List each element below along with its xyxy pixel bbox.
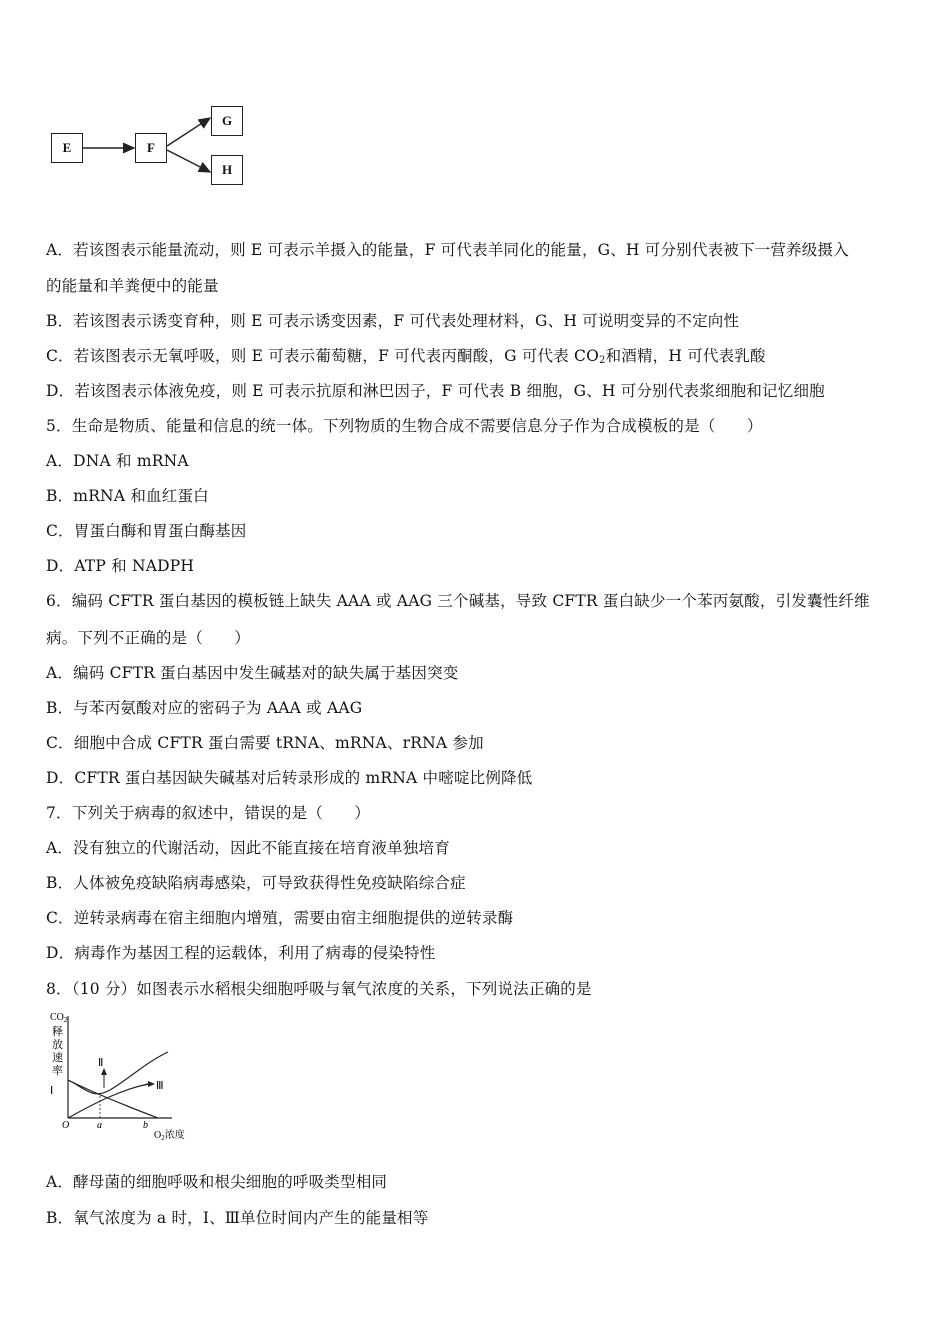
q7-stem: 7．下列关于病毒的叙述中，错误的是（ ）: [46, 804, 371, 822]
q4-option-a-line1: A．若该图表示能量流动，则 E 可表示羊摄入的能量，F 可代表羊同化的能量，G、H 可分别代表被下一营养级摄入: [46, 241, 849, 259]
q5-option-a: A．DNA 和 mRNA: [46, 452, 189, 470]
q8-option-b: B．氧气浓度为 a 时，Ⅰ、Ⅲ单位时间内产生的能量相等: [46, 1209, 429, 1227]
chart-ylabel-char-2: 速: [52, 1052, 63, 1064]
chart-ylabel-char-3: 率: [52, 1065, 63, 1077]
q7-option-c: C．逆转录病毒在宿主细胞内增殖，需要由宿主细胞提供的逆转录酶: [46, 909, 514, 927]
chart-ylabel-co2: $CO_2$: [50, 1012, 68, 1024]
q4-option-a-line2: 的能量和羊粪便中的能量: [46, 277, 219, 295]
q7-option-a: A．没有独立的代谢活动，因此不能直接在培育液单独培育: [46, 839, 450, 857]
tick-b: b: [143, 1120, 148, 1131]
q7-option-b: B．人体被免疫缺陷病毒感染，可导致获得性免疫缺陷综合症: [46, 874, 466, 892]
q5-option-c: C．胃蛋白酶和胃蛋白酶基因: [46, 522, 247, 540]
q4-option-c-pre: C．若该图表示无氧呼吸，则 E 可表示葡萄糖，F 可代表丙酮酸，G 可代表 CO: [46, 347, 600, 365]
node-f: F: [135, 133, 167, 163]
q5-option-d: D．ATP 和 NADPH: [46, 557, 195, 575]
q4-option-c: [46, 344, 766, 366]
curve-iii: [68, 1084, 148, 1118]
q7-option-d: D．病毒作为基因工程的运载体，利用了病毒的侵染特性: [46, 944, 436, 962]
diagram-arrows: [0, 0, 950, 220]
node-h: H: [211, 155, 243, 185]
arrow-f-h: [167, 150, 210, 172]
label-i: Ⅰ: [50, 1085, 54, 1097]
q4-option-c-sub: 2: [599, 355, 606, 366]
label-iii: Ⅲ: [156, 1080, 164, 1092]
arrow-f-g: [167, 118, 210, 146]
q6-option-a: A．编码 CFTR 蛋白基因中发生碱基对的缺失属于基因突变: [46, 664, 459, 682]
tick-o: O: [62, 1120, 70, 1131]
q8-option-a: A．酵母菌的细胞呼吸和根尖细胞的呼吸类型相同: [46, 1173, 388, 1191]
q4-option-c-post: 和酒精，H 可代表乳酸: [605, 347, 766, 365]
tick-a: a: [97, 1120, 102, 1131]
chart-ylabel-char-0: 释: [52, 1026, 63, 1038]
chart-ylabel-char-1: 放: [52, 1039, 63, 1051]
q6-stem-line1: 6．编码 CFTR 蛋白基因的模板链上缺失 AAA 或 AAG 三个碱基，导致 CFTR 蛋白缺少一个苯丙氨酸，引发囊性纤维: [46, 592, 870, 610]
q8-stem: 8．（10 分）如图表示水稻根尖细胞呼吸与氧气浓度的关系，下列说法正确的是: [46, 980, 592, 998]
q6-option-d: D．CFTR 蛋白基因缺失碱基对后转录形成的 mRNA 中嘧啶比例降低: [46, 769, 533, 787]
q6-stem-line2: 病。下列不正确的是（ ）: [46, 629, 251, 647]
curve-i: [68, 1080, 158, 1118]
respiration-chart: [40, 1008, 210, 1143]
q4-option-b: B．若该图表示诱变育种，则 E 可表示诱变因素，F 可代表处理材料，G、H 可说明变异的不定向性: [46, 312, 740, 330]
q5-stem: 5．生命是物质、能量和信息的统一体。下列物质的生物合成不需要信息分子作为合成模板的是（ ）: [46, 417, 763, 435]
q6-option-c: C．细胞中合成 CFTR 蛋白需要 tRNA、mRNA、rRNA 参加: [46, 734, 484, 752]
node-g: G: [211, 106, 243, 136]
q6-option-b: B．与苯丙氨酸对应的密码子为 AAA 或 AAG: [46, 699, 363, 717]
label-ii: Ⅱ: [98, 1057, 104, 1069]
q5-option-b: B．mRNA 和血红蛋白: [46, 487, 209, 505]
chart-xlabel: $O_2$浓度: [154, 1130, 185, 1142]
node-e: E: [51, 133, 83, 163]
q4-option-d: D．若该图表示体液免疫，则 E 可表示抗原和淋巴因子，F 可代表 B 细胞，G、H 可分别代表浆细胞和记忆细胞: [46, 382, 825, 400]
